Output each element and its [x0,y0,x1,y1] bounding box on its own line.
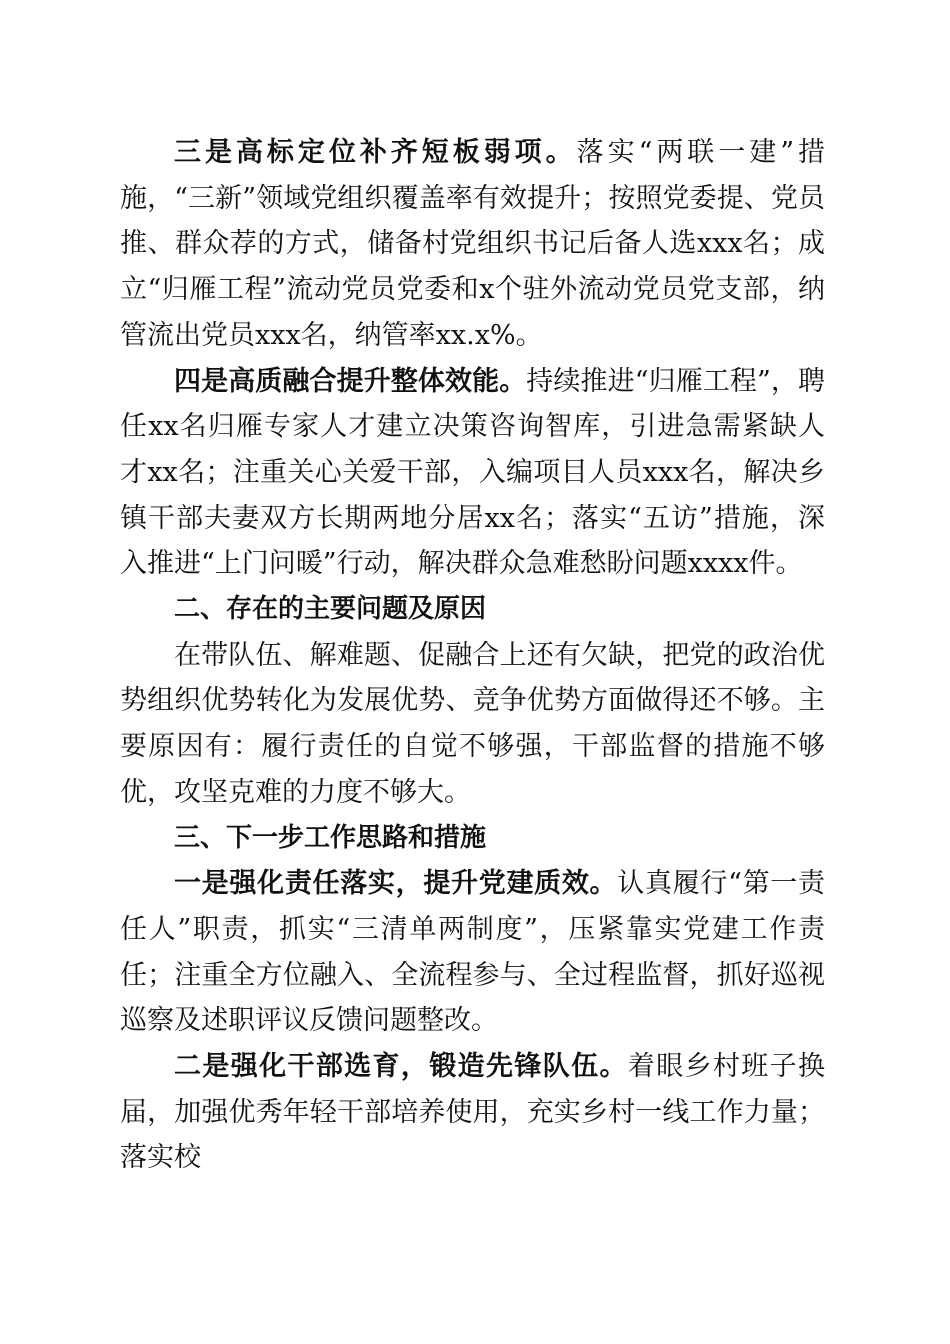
paragraph-text: 着眼乡村班子换届，加强优秀年轻干部培养使用，充实乡村一线工作力量；落实校 [120,1051,826,1174]
paragraph-integration [120,359,825,588]
section-heading-next-steps: 三、下一步工作思路和措施 [174,822,487,853]
paragraph-lead: 一是强化责任落实，提升党建质效。 [174,868,618,900]
paragraph-lead: 四是高质融合提升整体效能。 [174,365,527,397]
paragraph-shortcomings [120,130,825,359]
paragraph-problems: 在带队伍、解难题、促融合上还有欠缺，把党的政治优势组织优势转化为发展优势、竞争优势方面做得还不够。主要原因有：履行责任的自觉不够强，干部监督的措施不够优，攻坚克难的力度不够大。 [120,639,825,808]
paragraph-lead: 三是高标定位补齐短板弱项。 [174,137,577,168]
section-heading-problems: 二、存在的主要问题及原因 [174,594,487,625]
paragraph-text: 认真履行“第一责任人”职责，抓实“三清单两制度”，压紧靠实党建工作责任；注重全方位融入、全流程参与、全过程监督，抓好巡视巡察及述职评议反馈问题整改。 [120,868,825,1037]
paragraph-responsibility [120,861,825,1044]
paragraph-cadre-selection [120,1044,825,1181]
paragraph-text: 持续推进“归雁工程”，聘任xx名归雁专家人才建立决策咨询智库，引进急需紧缺人才xx名；注重关心关爱干部，入编项目人员xxx名，解决乡镇干部夫妻双方长期两地分居xx名；落实“五访”措施，深入推进“上门问暖”行动，解决群众急难愁盼问题xxxx件。 [120,365,825,580]
document-body [120,130,825,1181]
paragraph-lead: 二是强化干部选育，锻造先锋队伍。 [174,1051,628,1083]
paragraph-text: 落实“两联一建”措施，“三新”领域党组织覆盖率有效提升；按照党委提、党员推、群众荐的方式，储备村党组织书记后备人选xxx名；成立“归雁工程”流动党员党委和x个驻外流动党员党支部，纳管流出党员xxx名，纳管率xx.x%。 [120,137,825,351]
